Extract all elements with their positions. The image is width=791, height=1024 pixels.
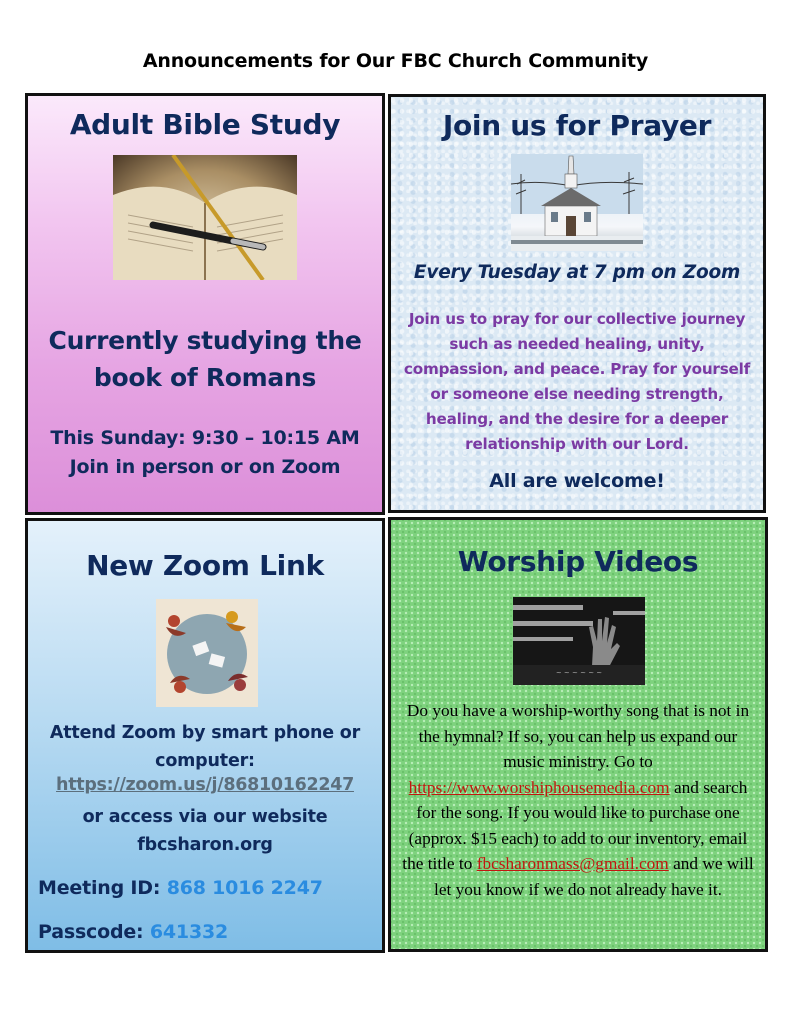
prayer-heading: Join us for Prayer [442, 109, 712, 142]
all-welcome-text: All are welcome! [489, 470, 665, 492]
worship-description [391, 698, 765, 902]
worship-heading: Worship Videos [457, 545, 699, 578]
prayer-line: Join us to pray for our collective journey [408, 310, 746, 328]
worship-panel [388, 517, 768, 952]
prayer-line: relationship with our Lord. [465, 435, 689, 453]
passcode [38, 921, 382, 943]
video-meeting-illustration [156, 599, 258, 707]
sunday-time: This Sunday: 9:30 – 10:15 AM [50, 427, 360, 449]
join-mode: Join in person or on Zoom [69, 456, 341, 478]
attend-zoom-text [28, 719, 382, 775]
zoom-panel [25, 518, 385, 953]
prayer-description [391, 307, 763, 457]
meeting-id-value: 868 1016 2247 [166, 877, 323, 899]
website-access-text [28, 803, 382, 859]
prayer-line: such as needed healing, unity, [449, 335, 705, 353]
studying-line-1: Currently studying the [48, 326, 362, 355]
worship-text-2: and search for the song. If you would like to purchase one (approx. $15 each) to add to our inventory, email the title to [402, 777, 748, 873]
open-bible-with-pen-photo [113, 155, 297, 280]
church-building-photo [511, 154, 643, 251]
currently-studying-text [28, 322, 382, 396]
worship-text-1: Do you have a worship-worthy song that is not in the hymnal? If so, you can help us expand our music ministry. Go to [406, 701, 750, 771]
email-link[interactable]: fbcsharonmass@gmail.com [476, 854, 669, 873]
sunday-schedule [28, 424, 382, 482]
zoom-heading: New Zoom Link [86, 549, 324, 582]
svg-text:~ ~ ~ ~ ~ ~: ~ ~ ~ ~ ~ ~ [555, 669, 603, 677]
bible-study-heading: Adult Bible Study [69, 108, 341, 141]
raised-hand-worship-photo [513, 597, 645, 685]
attend-line-1: Attend Zoom by smart phone or [49, 723, 361, 743]
attend-line-2: computer: [155, 751, 255, 771]
website-name: fbcsharon.org [137, 835, 273, 855]
bible-study-panel [25, 93, 385, 515]
meeting-id-label: Meeting ID: [38, 877, 161, 899]
prayer-line: healing, and the desire for a deeper [425, 410, 729, 428]
studying-line-2: book of Romans [93, 363, 317, 392]
worship-text-3: and we will let you know if we do not already have it. [434, 854, 754, 899]
access-line-1: or access via our website [82, 807, 328, 827]
prayer-schedule: Every Tuesday at 7 pm on Zoom [413, 262, 741, 283]
prayer-line: compassion, and peace. Pray for yourself [403, 360, 751, 378]
worshiphousemedia-link[interactable]: https://www.worshiphousemedia.com [408, 777, 670, 797]
passcode-value: 641332 [149, 921, 229, 943]
meeting-id [38, 877, 382, 899]
prayer-panel [388, 94, 766, 513]
prayer-line: or someone else needing strength, [430, 385, 724, 403]
zoom-url-link[interactable]: https://zoom.us/j/86810162247 [56, 775, 354, 795]
passcode-label: Passcode: [38, 921, 144, 943]
page-title: Announcements for Our FBC Church Community [142, 50, 649, 72]
